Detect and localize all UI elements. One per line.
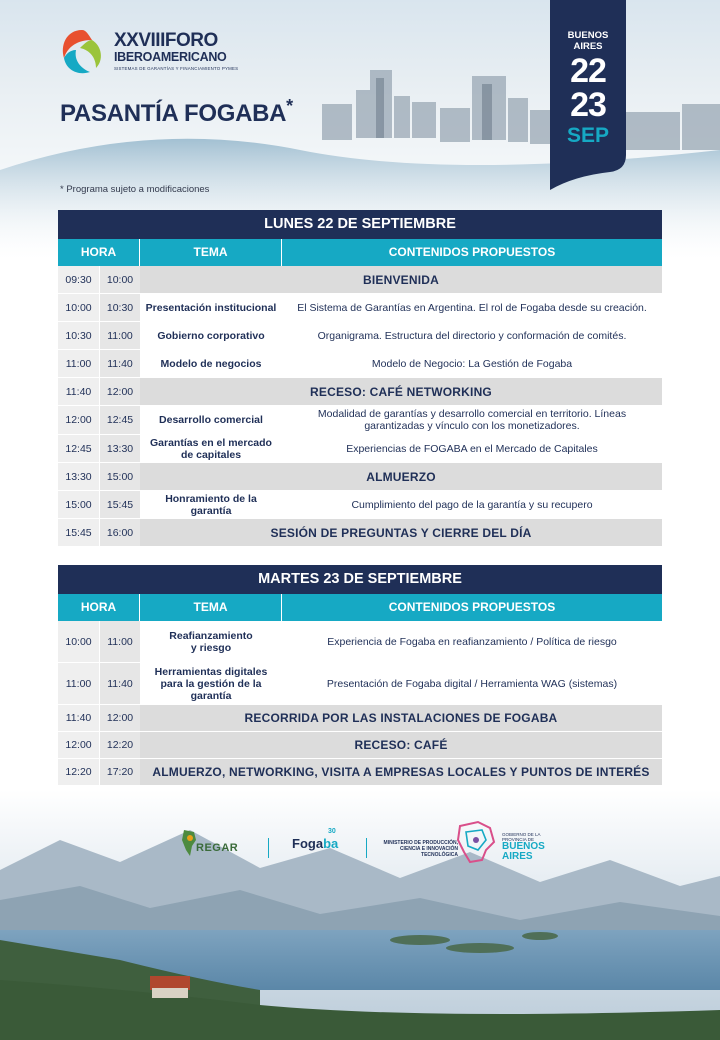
table-row [58, 266, 662, 294]
foro-logo-subtitle: IBEROAMERICANO [114, 50, 227, 64]
fogaba-logo: Fogaba 30 [292, 828, 339, 851]
topic: Honramiento de la garantía [165, 492, 257, 517]
time-start: 09:30 [58, 266, 99, 293]
badge-day-2: 23 [570, 86, 606, 124]
partner-logos [0, 820, 720, 870]
topic: Herramientas digitales para la gestión de la garantía [154, 665, 268, 702]
time-start: 11:40 [58, 378, 99, 405]
table-header [58, 239, 662, 266]
break-label: RECESO: CAFÉ NETWORKING [140, 378, 662, 405]
content: Modalidad de garantías y desarrollo comercial en territorio. Líneas garantizadas y vínculo con los monetizadores. [317, 408, 627, 432]
topic: Reafianzamiento y riesgo [169, 629, 253, 654]
topic: Garantías en el mercado de capitales [150, 436, 272, 461]
foro-logo-title: XXVIIIFORO [114, 30, 218, 51]
gobierno-ba-logo [502, 832, 545, 862]
foro-logo-tagline: SISTEMAS DE GARANTÍAS Y FINANCIAMIENTO PYMES [114, 66, 239, 71]
time-start: 11:00 [58, 350, 99, 377]
col-tema: TEMA [140, 239, 282, 266]
table-row [58, 705, 662, 732]
time-end: 12:00 [99, 378, 140, 405]
provincia-ba-map-icon [456, 820, 496, 864]
table-row [58, 759, 662, 786]
time-start: 12:00 [58, 406, 99, 434]
time-start: 13:30 [58, 463, 99, 490]
table-row [58, 435, 662, 463]
time-start: 15:00 [58, 491, 99, 518]
schedule-table-day-2 [58, 565, 662, 786]
time-end: 15:45 [99, 491, 140, 518]
content: Presentación de Fogaba digital / Herramienta WAG (sistemas) [326, 677, 618, 690]
time-end: 11:00 [99, 621, 140, 662]
table-row [58, 406, 662, 435]
content: Experiencias de FOGABA en el Mercado de Capitales [346, 442, 598, 455]
badge-city: BUENOS AIRES [567, 30, 609, 52]
foro-logo-mark [56, 26, 108, 78]
topic: Presentación institucional [145, 301, 277, 314]
time-end: 12:00 [99, 705, 140, 731]
col-contenidos: CONTENIDOS PROPUESTOS [388, 245, 556, 259]
table-row [58, 350, 662, 378]
col-tema: TEMA [140, 594, 282, 621]
time-end: 11:40 [99, 350, 140, 377]
time-start: 12:00 [58, 732, 99, 758]
time-end: 11:00 [99, 322, 140, 349]
break-label: RECORRIDA POR LAS INSTALACIONES DE FOGABA [140, 705, 662, 731]
time-end: 17:20 [99, 759, 140, 785]
time-start: 10:00 [58, 621, 99, 662]
time-end: 10:30 [99, 294, 140, 321]
time-end: 10:00 [99, 266, 140, 293]
badge-month: SEP [566, 124, 610, 147]
break-label: BIENVENIDA [140, 266, 662, 293]
time-end: 12:45 [99, 406, 140, 434]
content: Cumplimiento del pago de la garantía y su recupero [351, 498, 593, 511]
time-end: 13:30 [99, 435, 140, 462]
break-label: SESIÓN DE PREGUNTAS Y CIERRE DEL DÍA [140, 519, 662, 546]
table-row [58, 732, 662, 759]
topic: Desarrollo comercial [159, 414, 263, 426]
topic: Gobierno corporativo [157, 329, 265, 342]
content: Organigrama. Estructura del directorio y conformación de comités. [317, 329, 627, 342]
page-title: PASANTÍA FOGABA* [60, 96, 293, 127]
regar-logo [178, 828, 239, 863]
break-label: RECESO: CAFÉ [140, 732, 662, 758]
schedule-table-day-1 [58, 210, 662, 547]
time-end: 12:20 [99, 732, 140, 758]
badge-day-1: 22 [570, 52, 606, 90]
gobierno-ba-line2: AIRES [502, 851, 533, 862]
day-2-title: MARTES 23 DE SEPTIEMBRE [58, 565, 662, 594]
col-contenidos: CONTENIDOS PROPUESTOS [388, 600, 556, 614]
time-end: 15:00 [99, 463, 140, 490]
table-row [58, 491, 662, 519]
divider [366, 838, 367, 858]
time-start: 11:00 [58, 663, 99, 704]
day-1-title: LUNES 22 DE SEPTIEMBRE [58, 210, 662, 239]
divider [268, 838, 269, 858]
topic: Modelo de negocios [160, 357, 262, 370]
time-start: 15:45 [58, 519, 99, 546]
fogaba-30-years: 30 [328, 828, 336, 835]
regar-text: REGAR [196, 842, 239, 854]
foro-logo [56, 26, 256, 82]
gobierno-ba-caption: GOBIERNO DE LA PROVINCIA DE [502, 832, 541, 842]
content: Modelo de Negocio: La Gestión de Fogaba [371, 357, 573, 370]
table-row [58, 378, 662, 406]
table-header [58, 594, 662, 621]
content: Experiencia de Fogaba en reafianzamiento / Política de riesgo [327, 635, 617, 648]
table-row [58, 294, 662, 322]
col-hora: HORA [58, 594, 140, 621]
table-row [58, 463, 662, 491]
table-row [58, 663, 662, 705]
ministerio-logo-text: MINISTERIO DE PRODUCCIÓN, CIENCIA E INNOVACIÓN TECNOLÓGICA [383, 840, 458, 858]
time-end: 11:40 [99, 663, 140, 704]
date-badge [550, 0, 626, 190]
table-row [58, 519, 662, 547]
time-start: 12:20 [58, 759, 99, 785]
content: El Sistema de Garantías en Argentina. El rol de Fogaba desde su creación. [297, 301, 647, 314]
table-row [58, 621, 662, 663]
time-start: 10:00 [58, 294, 99, 321]
time-start: 11:40 [58, 705, 99, 731]
gobierno-ba-line1: BUENOS [502, 841, 545, 852]
break-label: ALMUERZO [140, 463, 662, 490]
disclaimer-note: * Programa sujeto a modificaciones [60, 184, 210, 195]
table-row [58, 322, 662, 350]
time-end: 16:00 [99, 519, 140, 546]
time-start: 10:30 [58, 322, 99, 349]
col-hora: HORA [58, 239, 140, 266]
time-start: 12:45 [58, 435, 99, 462]
break-label: ALMUERZO, NETWORKING, VISITA A EMPRESAS LOCALES Y PUNTOS DE INTERÉS [140, 759, 662, 785]
